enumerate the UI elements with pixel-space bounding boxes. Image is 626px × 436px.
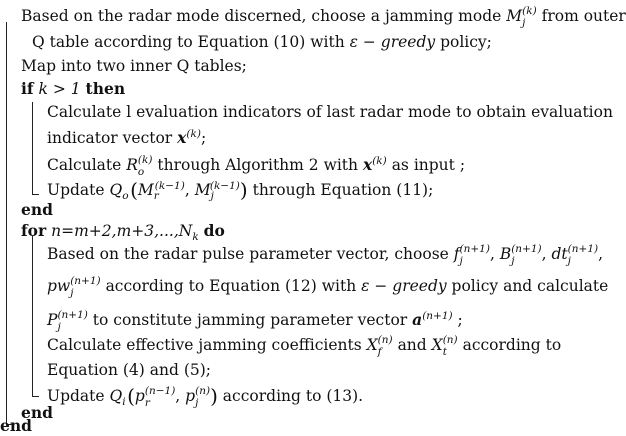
algo-line-7: Calculate R (k) o through Algorithm 2 with $x^{(k)}$ as input ; bbox=[47, 154, 466, 178]
algo-line-6: indicator vector $x^{(k)}$; bbox=[47, 128, 207, 147]
if-block-hook bbox=[32, 194, 39, 195]
algo-line-1: Based on the radar mode discerned, choose a jamming mode M (k) j from outer bbox=[21, 5, 626, 29]
algo-line-13: P (n+1) j to constitute jamming parameter vector $a^{(n+1)}$ ; bbox=[47, 309, 463, 333]
algo-line-end-for: end bbox=[21, 403, 53, 422]
algo-line-for: for $n=m+2,m+3,...,N_k$ do bbox=[21, 221, 225, 243]
for-block-bar bbox=[32, 236, 33, 396]
for-block-hook bbox=[32, 396, 39, 397]
if-block-bar bbox=[32, 102, 33, 194]
algo-line-3: Map into two inner Q tables; bbox=[21, 57, 247, 75]
algo-line-if: if k > 1 then bbox=[21, 79, 126, 98]
algo-line-11: Based on the radar pulse parameter vector, choose f (n+1) j , B (n+1) j , dt (n+1) j , bbox=[47, 243, 604, 267]
algo-line-5: Calculate l evaluation indicators of last radar mode to obtain evaluation bbox=[47, 103, 613, 121]
algo-line-15: Equation (4) and (5); bbox=[47, 361, 212, 379]
algo-line-2: Q table according to Equation (10) with ε − greedy policy; bbox=[32, 33, 492, 51]
outer-block-bar bbox=[6, 22, 7, 424]
algo-line-end-outer: end bbox=[0, 416, 32, 435]
algo-line-12: pw (n+1) j according to Equation (12) with ε − greedy policy and calculate bbox=[47, 275, 609, 299]
algo-line-8: Update $Q_o$ ($M_r^{(k-1)}$, $M_j^{(k-1)}$) through Equation (11); bbox=[47, 178, 434, 202]
algo-line-end-if: end bbox=[21, 200, 53, 219]
algo-line-14: Calculate effective jamming coefficients X (n) f and X (n) t according to bbox=[47, 334, 562, 358]
algo-line-16: Update $Q_i$ (p (n−1) r , p (n) j ) according to (13). bbox=[47, 384, 364, 409]
